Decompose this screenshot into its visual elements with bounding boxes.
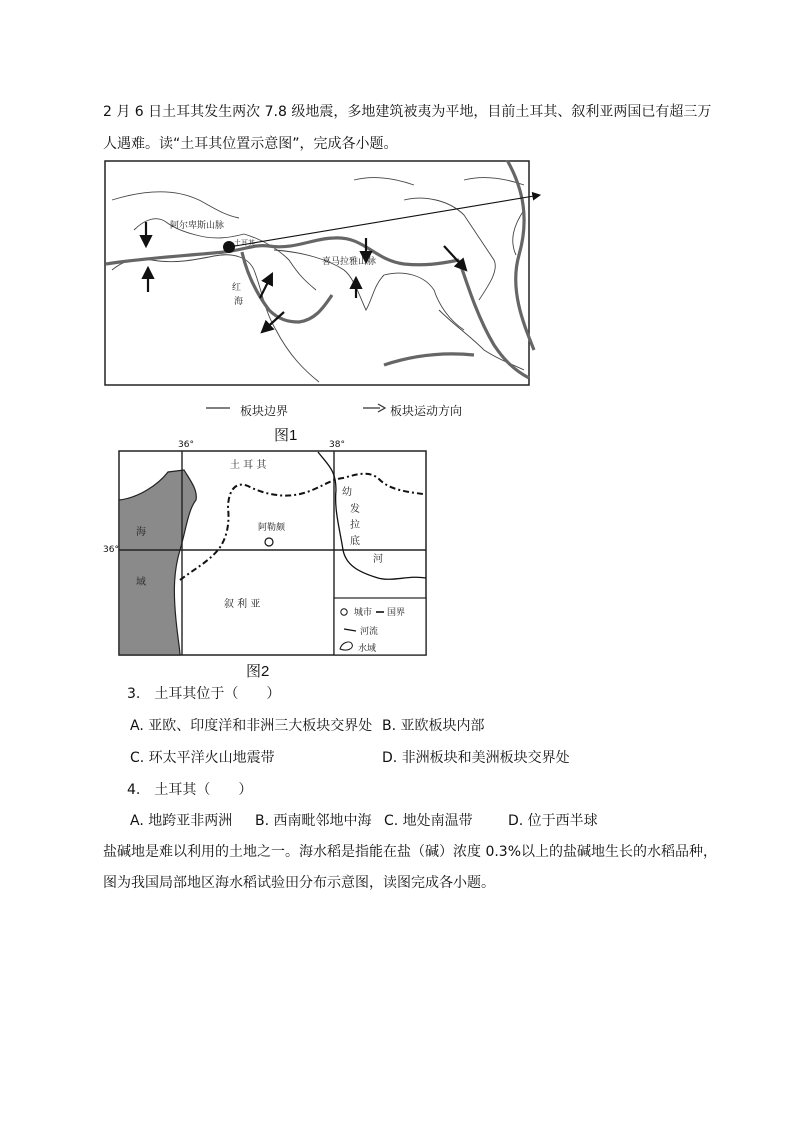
figure-1-frame	[105, 161, 529, 385]
q3-option-a[interactable]: A. 亚欧、印度洋和非洲三大板块交界处	[130, 718, 373, 734]
label-river: 河	[373, 554, 383, 565]
label-euphrates-4: 底	[350, 536, 360, 547]
label-turkey: 土耳其	[234, 239, 255, 247]
label-sea-2: 域	[136, 577, 146, 588]
q4-option-c[interactable]: C. 地处南温带	[384, 813, 473, 829]
intro-line-1: 2 月 6 日土耳其发生两次 7.8 级地震，多地建筑被夷为平地，目前土耳其、叙利亚两国已有超三万	[103, 104, 712, 120]
label-euphrates-2: 发	[350, 504, 360, 515]
label-red-sea-1: 红	[232, 283, 242, 293]
label-himalaya: 喜马拉雅山脉	[322, 257, 377, 267]
q4-option-a[interactable]: A. 地跨亚非两洲	[130, 813, 233, 829]
label-red-sea-2: 海	[234, 297, 244, 307]
intro-line-2: 人遇难。读“土耳其位置示意图”，完成各小题。	[103, 136, 398, 152]
lon-label-left: 36°	[178, 440, 194, 450]
aleppo-city-marker	[265, 538, 273, 546]
q3-stem: 3. 土耳其位于（ ）	[127, 686, 281, 702]
figure-2-caption: 图2	[246, 663, 270, 680]
next-passage-line-1: 盐碱地是难以利用的土地之一。海水稻是指能在盐（碱）浓度 0.3%以上的盐碱地生长的水稻品种，	[103, 844, 718, 860]
label-euphrates-3: 拉	[350, 520, 360, 531]
q3-option-c[interactable]: C. 环太平洋火山地震带	[130, 750, 275, 766]
label-alps: 阿尔卑斯山脉	[170, 221, 225, 231]
legend-city-label: 城市	[354, 608, 373, 618]
q4-option-d[interactable]: D. 位于西半球	[508, 813, 598, 829]
legend-river-label: 河流	[360, 627, 379, 637]
figure-1-plate-map	[104, 160, 544, 388]
q4-option-b[interactable]: B. 西南毗邻地中海	[255, 813, 372, 829]
legend-water-label: 水域	[358, 644, 377, 654]
lon-label-right: 38°	[329, 440, 345, 450]
figure-2-turkey-syria-map	[118, 450, 428, 658]
label-turkey: 土 耳 其	[230, 460, 267, 471]
legend-motion-arrow	[362, 402, 386, 414]
figure-1-caption: 图1	[274, 427, 298, 444]
q3-option-d[interactable]: D. 非洲板块和美洲板块交界处	[382, 750, 570, 766]
legend-boundary-line	[205, 402, 231, 414]
legend-motion-label: 板块运动方向	[390, 404, 463, 418]
label-aleppo: 阿勒颇	[258, 523, 286, 533]
next-passage-line-2: 图为我国局部地区海水稻试验田分布示意图，读图完成各小题。	[103, 875, 495, 891]
legend-boundary-label: 板块边界	[240, 404, 289, 418]
label-syria: 叙 利 亚	[224, 599, 261, 610]
legend-border-label: 国界	[387, 608, 406, 618]
label-sea-1: 海	[136, 527, 146, 538]
legend-city-symbol	[341, 609, 347, 615]
q3-option-b[interactable]: B. 亚欧板块内部	[382, 718, 485, 734]
label-euphrates-1: 幼	[342, 487, 352, 498]
lat-label: 36°	[103, 545, 119, 555]
q4-stem: 4. 土耳其（ ）	[127, 782, 253, 798]
